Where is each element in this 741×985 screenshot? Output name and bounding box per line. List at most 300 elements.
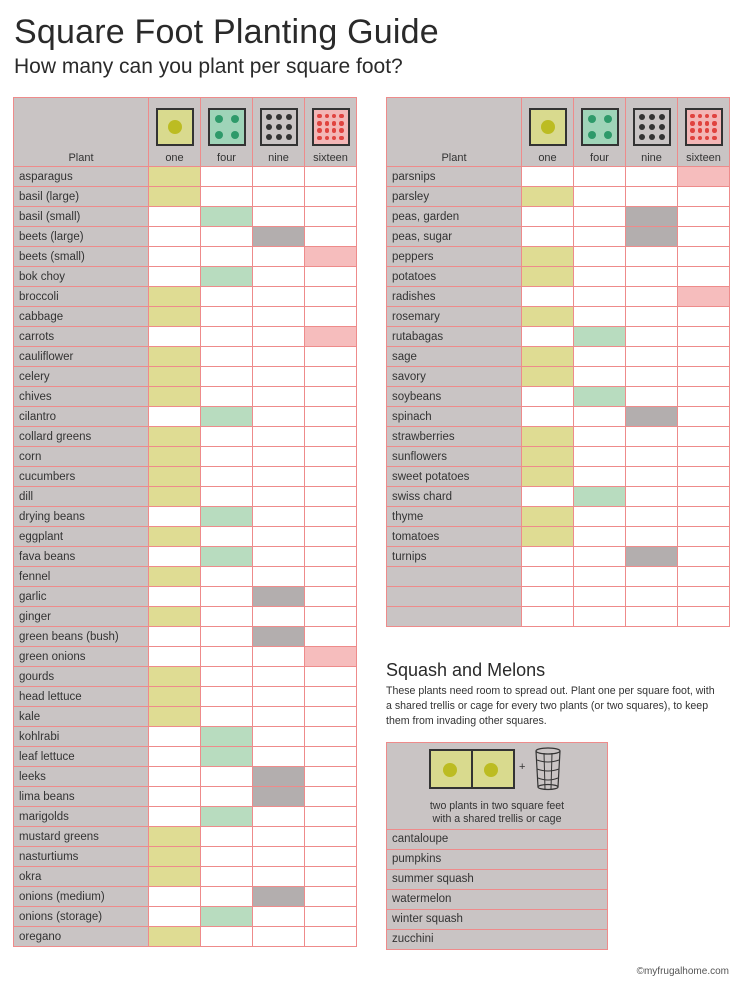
- table-row: [387, 367, 730, 387]
- cell-sixteen: [305, 547, 357, 567]
- cell-four: [201, 907, 253, 927]
- cell-sixteen: [305, 667, 357, 687]
- cell-one: [522, 427, 574, 447]
- plant-name: celery: [14, 367, 149, 387]
- cell-four: [574, 387, 626, 407]
- cell-four: [201, 247, 253, 267]
- table-row: [14, 447, 357, 467]
- cell-sixteen: [678, 567, 730, 587]
- table-row: [14, 867, 357, 887]
- table-row: [14, 287, 357, 307]
- page-subtitle: How many can you plant per square foot?: [14, 55, 403, 78]
- cell-four: [574, 507, 626, 527]
- table-row: [14, 547, 357, 567]
- cell-nine: [626, 367, 678, 387]
- table-row: [387, 247, 730, 267]
- plant-name: cauliflower: [14, 347, 149, 367]
- plant-name: leaf lettuce: [14, 747, 149, 767]
- header-plant: Plant: [14, 98, 149, 167]
- cell-four: [201, 787, 253, 807]
- cell-sixteen: [305, 607, 357, 627]
- cell-sixteen: [678, 387, 730, 407]
- cell-nine: [626, 187, 678, 207]
- cell-one: [149, 187, 201, 207]
- cell-four: [201, 387, 253, 407]
- cell-sixteen: [678, 187, 730, 207]
- cell-four: [201, 687, 253, 707]
- cell-four: [201, 727, 253, 747]
- cell-sixteen: [678, 547, 730, 567]
- plant-name: thyme: [387, 507, 522, 527]
- cell-nine: [626, 287, 678, 307]
- cell-four: [201, 567, 253, 587]
- table-row: [14, 347, 357, 367]
- cell-four: [574, 607, 626, 627]
- cell-nine: [253, 587, 305, 607]
- cell-sixteen: [678, 307, 730, 327]
- cell-sixteen: [305, 887, 357, 907]
- plant-name: cucumbers: [14, 467, 149, 487]
- squash-table: [386, 742, 608, 950]
- plant-name: nasturtiums: [14, 847, 149, 867]
- cell-one: [149, 647, 201, 667]
- table-row: [14, 307, 357, 327]
- table-row: [14, 327, 357, 347]
- cell-nine: [626, 227, 678, 247]
- table-row: [14, 687, 357, 707]
- plant-name: turnips: [387, 547, 522, 567]
- cell-nine: [253, 467, 305, 487]
- cell-sixteen: [678, 167, 730, 187]
- cell-sixteen: [305, 807, 357, 827]
- table-row: [387, 407, 730, 427]
- cell-four: [201, 327, 253, 347]
- table-row: [14, 247, 357, 267]
- cell-nine: [253, 167, 305, 187]
- plant-name: parsley: [387, 187, 522, 207]
- cell-four: [201, 307, 253, 327]
- plant-name: drying beans: [14, 507, 149, 527]
- table-row: [387, 507, 730, 527]
- cell-one: [149, 347, 201, 367]
- table-row: [14, 807, 357, 827]
- die-four-icon: [581, 108, 619, 146]
- cell-sixteen: [305, 767, 357, 787]
- cell-nine: [253, 707, 305, 727]
- table-row: [387, 207, 730, 227]
- cell-nine: [253, 507, 305, 527]
- cell-one: [149, 867, 201, 887]
- cell-sixteen: [678, 207, 730, 227]
- cell-one: [149, 807, 201, 827]
- cell-one: [522, 587, 574, 607]
- plant-name: basil (small): [14, 207, 149, 227]
- cell-sixteen: [305, 507, 357, 527]
- cell-nine: [253, 407, 305, 427]
- cell-nine: [626, 407, 678, 427]
- cell-one: [149, 787, 201, 807]
- header-plant: Plant: [387, 98, 522, 167]
- cell-four: [574, 487, 626, 507]
- table-row: [387, 487, 730, 507]
- cell-sixteen: [305, 247, 357, 267]
- cell-nine: [253, 247, 305, 267]
- cell-four: [574, 427, 626, 447]
- cell-sixteen: [678, 487, 730, 507]
- table-row: [387, 547, 730, 567]
- cell-one: [522, 247, 574, 267]
- plant-name: collard greens: [14, 427, 149, 447]
- table-row: [14, 527, 357, 547]
- cell-sixteen: [305, 367, 357, 387]
- cell-one: [149, 607, 201, 627]
- cell-sixteen: [305, 227, 357, 247]
- plant-name: strawberries: [387, 427, 522, 447]
- cell-sixteen: [305, 327, 357, 347]
- squash-plant-item: zucchini: [392, 933, 434, 945]
- cell-four: [201, 647, 253, 667]
- cell-nine: [253, 867, 305, 887]
- cell-four: [201, 587, 253, 607]
- cell-four: [201, 227, 253, 247]
- cell-sixteen: [305, 867, 357, 887]
- cell-four: [574, 587, 626, 607]
- cell-one: [149, 387, 201, 407]
- cell-one: [522, 327, 574, 347]
- cell-nine: [626, 447, 678, 467]
- cell-four: [574, 187, 626, 207]
- cell-one: [522, 207, 574, 227]
- plant-name: beets (small): [14, 247, 149, 267]
- cell-one: [522, 567, 574, 587]
- cell-one: [149, 627, 201, 647]
- cell-four: [201, 927, 253, 947]
- cell-four: [201, 867, 253, 887]
- table-row: [14, 567, 357, 587]
- cell-four: [201, 187, 253, 207]
- table-row: [14, 187, 357, 207]
- cell-sixteen: [678, 527, 730, 547]
- plant-name: gourds: [14, 667, 149, 687]
- cell-nine: [626, 327, 678, 347]
- header-four: four: [201, 98, 253, 167]
- cell-one: [149, 587, 201, 607]
- squash-plant-item: watermelon: [387, 890, 607, 910]
- cell-sixteen: [305, 527, 357, 547]
- plant-name: green beans (bush): [14, 627, 149, 647]
- cell-sixteen: [305, 907, 357, 927]
- cell-four: [201, 207, 253, 227]
- cell-sixteen: [305, 387, 357, 407]
- cell-nine: [626, 547, 678, 567]
- table-row: [14, 887, 357, 907]
- squash-plant-list: [387, 830, 607, 949]
- cell-sixteen: [305, 567, 357, 587]
- cell-one: [149, 927, 201, 947]
- cell-one: [149, 407, 201, 427]
- cell-four: [574, 527, 626, 547]
- header-nine: nine: [626, 98, 678, 167]
- table-row: [14, 207, 357, 227]
- table-row: [387, 287, 730, 307]
- header-nine: nine: [253, 98, 305, 167]
- cell-four: [201, 427, 253, 447]
- die-sixteen-icon: [312, 108, 350, 146]
- cell-four: [201, 547, 253, 567]
- cell-nine: [253, 927, 305, 947]
- cell-one: [522, 267, 574, 287]
- cell-one: [149, 327, 201, 347]
- plant-name: basil (large): [14, 187, 149, 207]
- cell-sixteen: [678, 367, 730, 387]
- squash-plant-item: winter squash: [387, 910, 607, 930]
- table-header-row: [14, 98, 357, 167]
- cell-nine: [626, 487, 678, 507]
- plant-name: cabbage: [14, 307, 149, 327]
- plant-name: leeks: [14, 767, 149, 787]
- squash-caption: [387, 800, 607, 826]
- cell-sixteen: [305, 787, 357, 807]
- cell-one: [149, 567, 201, 587]
- table-row: [14, 927, 357, 947]
- left-planting-table: [13, 97, 357, 947]
- cell-one: [522, 607, 574, 627]
- cell-one: [522, 187, 574, 207]
- table-header-row: [387, 98, 730, 167]
- cell-nine: [253, 647, 305, 667]
- caption-line-1: two plants in two square feet: [429, 800, 565, 812]
- plant-name: swiss chard: [387, 487, 522, 507]
- cell-one: [149, 267, 201, 287]
- die-four-icon: [208, 108, 246, 146]
- cell-nine: [253, 667, 305, 687]
- table-row: [387, 347, 730, 367]
- cell-sixteen: [678, 587, 730, 607]
- cell-four: [201, 667, 253, 687]
- cell-sixteen: [305, 627, 357, 647]
- plant-name: tomatoes: [387, 527, 522, 547]
- cell-four: [201, 287, 253, 307]
- cell-one: [149, 227, 201, 247]
- plant-name: lima beans: [14, 787, 149, 807]
- table-row: [387, 387, 730, 407]
- header-sixteen: sixteen: [678, 98, 730, 167]
- plant-name: sweet potatoes: [387, 467, 522, 487]
- cell-sixteen: [678, 227, 730, 247]
- cell-four: [574, 327, 626, 347]
- cell-sixteen: [678, 347, 730, 367]
- cell-sixteen: [305, 587, 357, 607]
- cell-sixteen: [305, 747, 357, 767]
- plant-name: ginger: [14, 607, 149, 627]
- table-row: [387, 167, 730, 187]
- plant-name: peas, sugar: [387, 227, 522, 247]
- trellis-cage-icon: [533, 747, 563, 791]
- cell-four: [201, 367, 253, 387]
- table-row: [14, 787, 357, 807]
- cell-four: [201, 407, 253, 427]
- cell-nine: [253, 907, 305, 927]
- die-nine-icon: [633, 108, 671, 146]
- plant-name: potatoes: [387, 267, 522, 287]
- table-row: [387, 467, 730, 487]
- table-row: [14, 467, 357, 487]
- cell-one: [522, 307, 574, 327]
- cell-sixteen: [305, 647, 357, 667]
- table-row: [14, 367, 357, 387]
- die-one-icon: [156, 108, 194, 146]
- cell-sixteen: [305, 167, 357, 187]
- table-row: [14, 667, 357, 687]
- cell-sixteen: [678, 607, 730, 627]
- cell-nine: [253, 627, 305, 647]
- plant-name: rosemary: [387, 307, 522, 327]
- cell-four: [574, 547, 626, 567]
- table-row: [387, 607, 730, 627]
- table-row: [14, 587, 357, 607]
- cell-one: [522, 547, 574, 567]
- plant-name: sage: [387, 347, 522, 367]
- cell-sixteen: [305, 687, 357, 707]
- table-row: [14, 507, 357, 527]
- cell-one: [149, 307, 201, 327]
- cell-nine: [253, 287, 305, 307]
- cell-four: [201, 267, 253, 287]
- table-row: [387, 307, 730, 327]
- header-one: one: [522, 98, 574, 167]
- cell-nine: [253, 807, 305, 827]
- cell-four: [574, 347, 626, 367]
- cell-one: [522, 227, 574, 247]
- table-row: [387, 427, 730, 447]
- cell-nine: [253, 767, 305, 787]
- cell-sixteen: [305, 267, 357, 287]
- cell-nine: [253, 367, 305, 387]
- cell-four: [201, 507, 253, 527]
- plant-name: savory: [387, 367, 522, 387]
- right-planting-table: [386, 97, 730, 627]
- cell-one: [522, 347, 574, 367]
- die-sixteen-icon: [685, 108, 723, 146]
- plant-name: spinach: [387, 407, 522, 427]
- cell-nine: [626, 387, 678, 407]
- cell-sixteen: [305, 347, 357, 367]
- plant-name: fava beans: [14, 547, 149, 567]
- table-row: [14, 827, 357, 847]
- table-row: [14, 707, 357, 727]
- cell-four: [574, 407, 626, 427]
- cell-nine: [253, 387, 305, 407]
- cell-four: [574, 307, 626, 327]
- cell-four: [201, 467, 253, 487]
- table-row: [14, 407, 357, 427]
- squash-pair-icon: [429, 749, 515, 789]
- cell-four: [201, 627, 253, 647]
- cell-one: [522, 487, 574, 507]
- cell-sixteen: [305, 187, 357, 207]
- cell-nine: [253, 227, 305, 247]
- cell-nine: [253, 787, 305, 807]
- cell-nine: [253, 427, 305, 447]
- plant-name: chives: [14, 387, 149, 407]
- cell-nine: [253, 827, 305, 847]
- cell-nine: [253, 527, 305, 547]
- cell-four: [201, 447, 253, 467]
- cell-four: [574, 247, 626, 267]
- table-row: [14, 747, 357, 767]
- table-row: [14, 727, 357, 747]
- plant-name: okra: [14, 867, 149, 887]
- cell-nine: [626, 347, 678, 367]
- plant-name: carrots: [14, 327, 149, 347]
- cell-one: [149, 447, 201, 467]
- header-sixteen: sixteen: [305, 98, 357, 167]
- cell-four: [201, 747, 253, 767]
- table-row: [14, 387, 357, 407]
- plant-name: peas, garden: [387, 207, 522, 227]
- cell-nine: [626, 567, 678, 587]
- table-row: [387, 267, 730, 287]
- cell-four: [574, 207, 626, 227]
- plant-name: radishes: [387, 287, 522, 307]
- cell-one: [522, 387, 574, 407]
- cell-sixteen: [305, 927, 357, 947]
- caption-line-2: with a shared trellis or cage: [432, 813, 562, 825]
- cell-four: [574, 227, 626, 247]
- squash-plant-item: cantaloupe: [387, 830, 607, 850]
- plant-name: eggplant: [14, 527, 149, 547]
- table-row: [14, 227, 357, 247]
- cell-one: [149, 527, 201, 547]
- cell-nine: [626, 207, 678, 227]
- table-row: [14, 647, 357, 667]
- cell-one: [149, 747, 201, 767]
- cell-one: [149, 467, 201, 487]
- plant-name: sunflowers: [387, 447, 522, 467]
- cell-one: [522, 447, 574, 467]
- cell-nine: [253, 747, 305, 767]
- cell-one: [149, 707, 201, 727]
- table-row: [14, 267, 357, 287]
- cell-sixteen: [305, 727, 357, 747]
- cell-one: [149, 667, 201, 687]
- table-row: [14, 167, 357, 187]
- cell-one: [149, 287, 201, 307]
- cell-four: [574, 267, 626, 287]
- cell-nine: [626, 587, 678, 607]
- cell-one: [149, 487, 201, 507]
- plant-name: rutabagas: [387, 327, 522, 347]
- cell-sixteen: [678, 407, 730, 427]
- cell-one: [149, 827, 201, 847]
- cell-sixteen: [678, 507, 730, 527]
- cell-four: [574, 167, 626, 187]
- cell-nine: [253, 727, 305, 747]
- table-row: [14, 847, 357, 867]
- cell-one: [149, 727, 201, 747]
- plant-name: kale: [14, 707, 149, 727]
- cell-four: [574, 467, 626, 487]
- table-row: [387, 187, 730, 207]
- plant-name: [387, 587, 522, 607]
- cell-one: [522, 367, 574, 387]
- cell-four: [574, 567, 626, 587]
- cell-sixteen: [305, 447, 357, 467]
- cell-four: [201, 167, 253, 187]
- cell-sixteen: [678, 447, 730, 467]
- cell-four: [574, 447, 626, 467]
- plant-name: onions (storage): [14, 907, 149, 927]
